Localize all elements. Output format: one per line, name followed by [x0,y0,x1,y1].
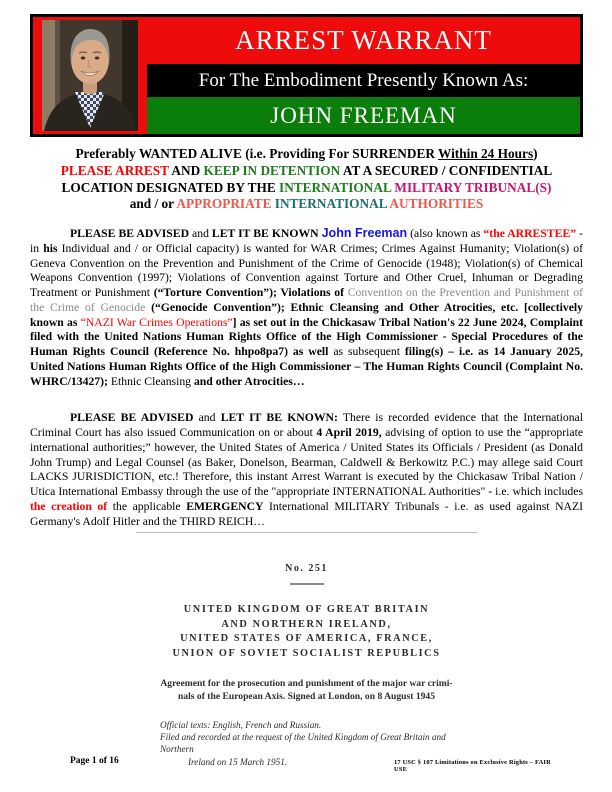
banner-subtitle: For The Embodiment Presently Known As: [147,64,580,97]
wanted-line-4: and / or APPROPRIATE INTERNATIONAL AUTHORITIES [129,196,484,212]
page-number: Page 1 of 16 [70,756,119,766]
wanted-line-2: PLEASE ARREST AND KEEP IN DETENTION AT A SECURED / CONFIDENTIAL [60,162,553,178]
treaty-divider-rule [290,583,324,585]
warrant-banner [30,14,583,137]
treaty-parties: UNITED KINGDOM OF GREAT BRITAIN AND NORTHERN IRELAND, UNITED STATES OF AMERICA, FRANCE, UNION OF SOVIET SOCIALIST REPUBLICS [172,604,441,659]
arrestee-photo [42,20,138,131]
wanted-line-3: LOCATION DESIGNATED BY THE INTERNATIONAL MILITARY TRIBUNAL(S) [61,179,552,195]
photo-frame [33,17,147,134]
banner-name: JOHN FREEMAN [147,97,580,134]
paragraph-advisory-2: PLEASE BE ADVISED and LET IT BE KNOWN: There is recorded evidence that the International Criminal Court has also issued Communication on or about 4 April 2019, advising of option to use the “appropriate international authorities;” however, the United States of America / United States its Officials / President (as Donald John Trump) and Legal Counsel (as Baker, Donelson, Bearman, Caldwell & Berkowitz P.C.) may allege said Court LACKS JURISDICTION, etc.! Therefore, this instant Arrest Warrant is executed by the Chickasaw Tribal Nation / Utica International Embassy through the use of the "appropriate INTERNATIONAL Authorities" - i.e. which includes the creation of the applicable EMERGENCY International MILITARY Tribunals - i.e. as used against NAZI Germany's Adolf Hitler and the THIRD REICH… [30,411,584,528]
treaty-official-texts-line: Official texts: English, French and Russian. [160,720,322,730]
wanted-line-1: Preferably WANTED ALIVE (i.e. Providing For SURRENDER Within 24 Hours) [75,146,538,161]
treaty-doc-number: No. 251 [285,563,328,574]
treaty-filed-note: Filed and recorded at the request of the United Kingdom of Great Britain and Northern Ireland on 15 March 1951. [160,732,446,767]
banner-bands [147,17,580,134]
fair-use-notice: 17 USC § 107 Limitations on Exclusive Rights – FAIR USE [394,759,551,773]
treaty-agreement-title: Agreement for the prosecution and punishment of the major war crimi- nals of the European Axis. Signed at London, on 8 August 1945 [160,678,453,702]
banner-title: ARREST WARRANT [147,17,580,64]
embedded-treaty-scan [136,532,477,768]
paragraph-advisory-1: PLEASE BE ADVISED and LET IT BE KNOWN John Freeman (also known as “the ARRESTEE” - in his Individual and / or Official capacity) is wanted for WAR Crimes; Crimes Against Humanity; Violation(s) of Geneva Convention on the Prevention and Punishment of the Crime of Genocide (1948); Violation(s) of Chemical Weapons Convention (1997); Violations of Convention against Torture and Other Cruel, Inhuman or Degrading Treatment or Punishment (“Torture Convention”); Violations of Convention on the Prevention and Punishment of the Crime of Genocide (“Genocide Convention”); Ethnic Cleansing and Other Atrocities, etc. [collectively known as “NAZI War Crimes Operations”] as set out in the Chickasaw Tribal Nation's 22 June 2024, Complaint filed with the United Nations Human Rights Office of the High Commissioner - Special Procedures of the Human Rights Council (Reference No. hhpo8pa7) as well as subsequent filing(s) – i.e. as 14 January 2025, United Nations Human Rights Office of the High Commissioner – The Human Rights Council (Complaint No. WHRC/13427); Ethnic Cleansing and other Atrocities… [30,226,584,388]
warrant-body [30,226,583,551]
wanted-notice [30,146,583,213]
